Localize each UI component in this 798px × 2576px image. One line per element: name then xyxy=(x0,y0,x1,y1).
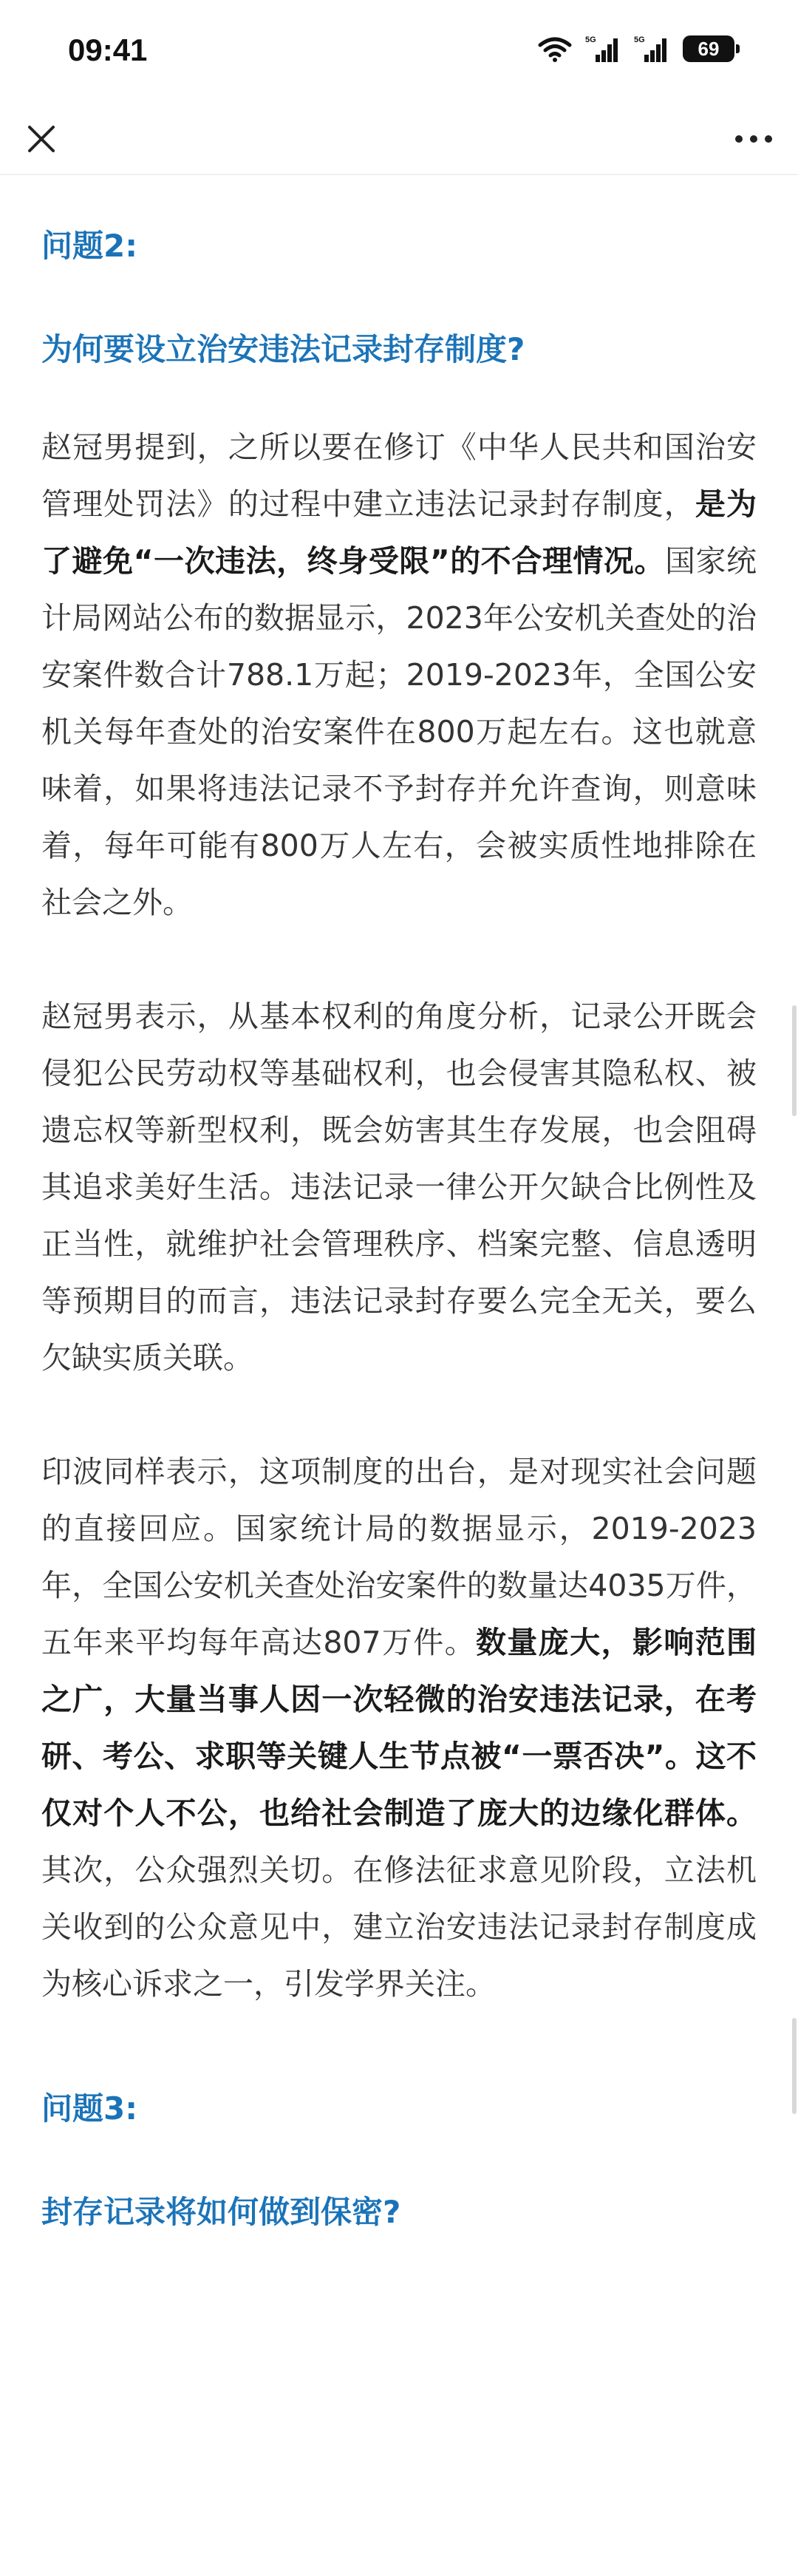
svg-text:5G: 5G xyxy=(634,35,645,44)
battery-icon xyxy=(683,35,734,62)
status-bar xyxy=(0,0,798,103)
article-body xyxy=(41,174,757,2235)
scrollbar[interactable] xyxy=(792,1005,797,1116)
signal-icon xyxy=(585,34,621,64)
body-text: 国家统计局网站公布的数据显示，2023年公安机关查处的治安案件数合计788.1万起；2019-2023年，全国公安机关每年查处的治安案件在800万起左右。这也就意味着，如果将违法记录不予封存并允许查询，则意味着，每年可能有800万人左右，会被实质性地排除在社会之外。 xyxy=(41,543,757,920)
close-button[interactable] xyxy=(21,118,62,160)
body-text: 其次，公众强烈关切。在修法征求意见阶段，立法机关收到的公众意见中，建立治安违法记录封存制度成为核心诉求之一，引发学界关注。 xyxy=(41,1852,757,2002)
emphasis-text: 数量庞大，影响范围之广，大量当事人因一次轻微的治安违法记录，在考研、考公、求职等关键人生节点被“一票否决”。这不仅对个人不公，也给社会制造了庞大的边缘化群体。 xyxy=(41,1625,757,1831)
body-text: 赵冠男表示，从基本权利的角度分析，记录公开既会侵犯公民劳动权等基础权利，也会侵害其隐私权、被遗忘权等新型权利，既会妨害其生存发展，也会阻碍其追求美好生活。违法记录一律公开欠缺合比例性及正当性，就维护社会管理秩序、档案完整、信息透明等预期目的而言，违法记录封存要么完全无关，要么欠缺实质关联。 xyxy=(41,999,757,1376)
status-time: 09:41 xyxy=(68,33,148,67)
body-text: 印波同样表示，这项制度的出台，是对现实社会问题的直接回应。国家统计局的数据显示，2019-2023年，全国公安机关查处治安案件的数量达4035万件，五年来平均每年高达807万件。 xyxy=(41,1454,757,1660)
signal-icon xyxy=(634,34,669,64)
paragraph-3 xyxy=(41,1444,757,2013)
wifi-icon xyxy=(538,35,572,62)
paragraph-1 xyxy=(41,419,757,931)
question-2-label: 问题2: xyxy=(41,228,138,264)
question-2-title: 为何要设立治安违法记录封存制度? xyxy=(41,331,525,367)
status-icons xyxy=(538,34,734,64)
more-button[interactable] xyxy=(730,118,777,160)
scrollbar[interactable] xyxy=(792,2018,797,2114)
emphasis-text: 是为了避免“一次违法，终身受限”的不合理情况。 xyxy=(41,486,757,579)
battery-level: 69 xyxy=(698,37,720,60)
question-3-title: 封存记录将如何做到保密? xyxy=(41,2194,401,2230)
more-icon xyxy=(730,118,777,160)
paragraph-2 xyxy=(41,988,757,1387)
close-icon xyxy=(21,118,62,160)
toolbar xyxy=(0,103,798,175)
body-text: 赵冠男提到，之所以要在修订《中华人民共和国治安管理处罚法》的过程中建立违法记录封存制度， xyxy=(41,429,757,522)
question-3-label: 问题3: xyxy=(41,2090,138,2127)
svg-text:5G: 5G xyxy=(585,35,596,44)
